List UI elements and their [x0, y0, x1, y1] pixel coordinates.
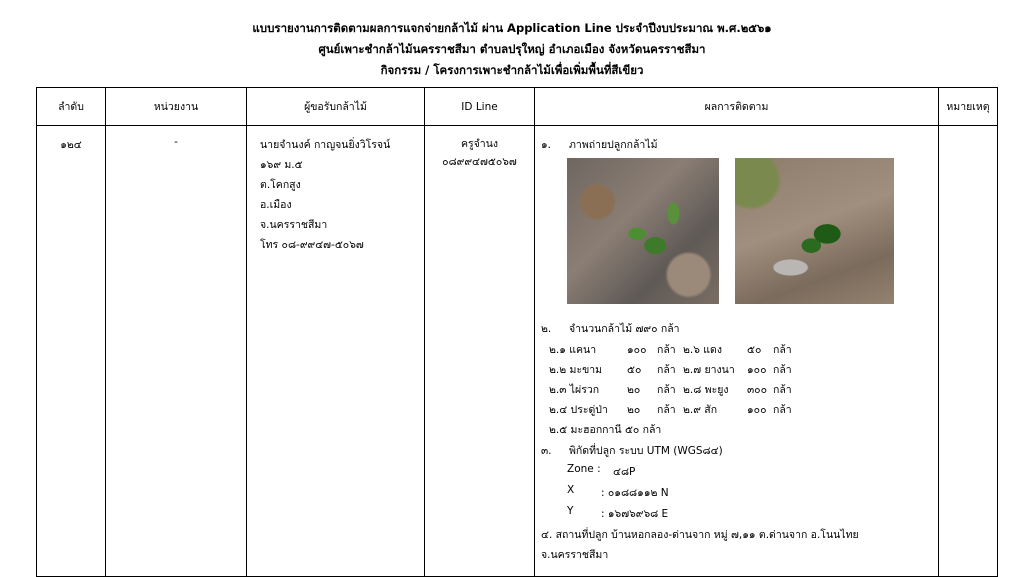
item-unit: กล้า: [773, 364, 792, 376]
item-unit: กล้า: [657, 344, 676, 356]
followup-table: [36, 87, 998, 577]
line-id: ๐๘๙๙๔๗๕๐๖๗: [442, 156, 517, 168]
utm-zone-label: Zone :: [567, 463, 601, 475]
item-unit: กล้า: [657, 384, 676, 396]
report-subtitle-center: ศูนย์เพาะชำกล้าไม้นครราชสีมา ตำบลปรุใหญ่ อำเภอเมือง จังหวัดนครราชสีมา: [318, 42, 706, 56]
item-unit: กล้า: [773, 344, 792, 356]
section1-title: ภาพถ่ายปลูกกล้าไม้: [569, 139, 658, 151]
item-unit: กล้า: [773, 404, 792, 416]
section1-number: ๑.: [541, 139, 552, 151]
header-agency: หน่วยงาน: [106, 88, 247, 126]
utm-y-label: Y: [567, 505, 574, 517]
table-row: [37, 126, 998, 577]
item-name: ๒.๖ แดง: [683, 344, 722, 356]
cell-recipient: [247, 126, 425, 577]
section2-title: จำนวนกล้าไม้ ๗๙๐ กล้า: [569, 323, 680, 335]
table-header-row: [37, 88, 998, 126]
item-25: ๒.๕ มะฮอกกานี ๕๐ กล้า: [549, 424, 662, 436]
utm-y-value: : ๑๖๗๖๙๖๘ E: [601, 508, 669, 520]
recipient-address-district: อ.เมือง: [260, 199, 292, 211]
header-seq: ลำดับ: [37, 88, 106, 126]
planting-photo-1: [567, 158, 719, 304]
report-title: แบบรายงานการติดตามผลการแจกจ่ายกล้าไม้ ผ่าน Application Line ประจำปีงบประมาณ พ.ศ.๒๕๖๑: [252, 21, 772, 35]
item-qty: ๕๐: [627, 364, 642, 376]
recipient-phone: โทร ๐๘-๙๙๔๗-๕๐๖๗: [260, 239, 364, 251]
item-qty: ๕๐: [747, 344, 762, 356]
cell-result: [535, 126, 939, 577]
item-unit: กล้า: [773, 384, 792, 396]
utm-x-label: X: [567, 484, 575, 496]
item-name: ๒.๒ มะขาม: [549, 364, 603, 376]
cell-remark: [939, 126, 998, 577]
item-unit: กล้า: [657, 404, 676, 416]
cell-seq: ๑๒๔: [37, 126, 106, 577]
header-result: ผลการติดตาม: [535, 88, 939, 126]
item-qty: ๑๐๐: [747, 404, 767, 416]
cell-agency: -: [106, 126, 247, 577]
item-name: ๒.๗ ยางนา: [683, 364, 735, 376]
item-name: ๒.๙ สัก: [683, 404, 718, 416]
report-subtitle-activity: กิจกรรม / โครงการเพาะชำกล้าไม้เพื่อเพิ่มพื้นที่สีเขียว: [380, 63, 644, 77]
utm-x-value: : ๐๑๘๘๑๑๒ N: [601, 487, 669, 499]
header-remark: หมายเหตุ: [939, 88, 998, 126]
item-qty: ๑๐๐: [747, 364, 767, 376]
item-name: ๒.๘ พะยูง: [683, 384, 729, 396]
item-qty: ๒๐: [627, 384, 641, 396]
header-id-line: ID Line: [425, 88, 535, 126]
section4-location: ๔. สถานที่ปลูก บ้านหอกลอง-ด่านจาก หมู่ ๗,๑๑ ต.ด่านจาก อ.โนนไทย: [541, 529, 859, 541]
utm-zone-value: ๔๘P: [613, 466, 636, 478]
item-name: ๒.๑ แคนา: [549, 344, 597, 356]
recipient-address-subdistrict: ต.โคกสูง: [260, 179, 301, 191]
section4-location-province: จ.นครราชสีมา: [541, 549, 609, 561]
item-qty: ๑๐๐: [627, 344, 647, 356]
item-qty: ๓๐๐: [747, 384, 767, 396]
line-display-name: ครูจำนง: [460, 138, 499, 150]
recipient-address-province: จ.นครราชสีมา: [260, 219, 328, 231]
cell-id-line: [425, 126, 535, 577]
item-name: ๒.๓ ไผ่รวก: [549, 384, 600, 396]
planting-photo-2: [735, 158, 894, 304]
item-qty: ๒๐: [627, 404, 641, 416]
recipient-address-house: ๑๖๙ ม.๕: [260, 159, 303, 171]
section2-number: ๒.: [541, 323, 552, 335]
section3-number: ๓.: [541, 445, 552, 457]
header-recipient: ผู้ขอรับกล้าไม้: [247, 88, 425, 126]
recipient-name: นายจำนงค์ กาญจนยิ่งวิโรจน์: [260, 139, 391, 151]
section3-title: พิกัดที่ปลูก ระบบ UTM (WGS๘๔): [569, 445, 723, 457]
item-unit: กล้า: [657, 364, 676, 376]
item-name: ๒.๔ ประดู่ป่า: [549, 404, 608, 416]
